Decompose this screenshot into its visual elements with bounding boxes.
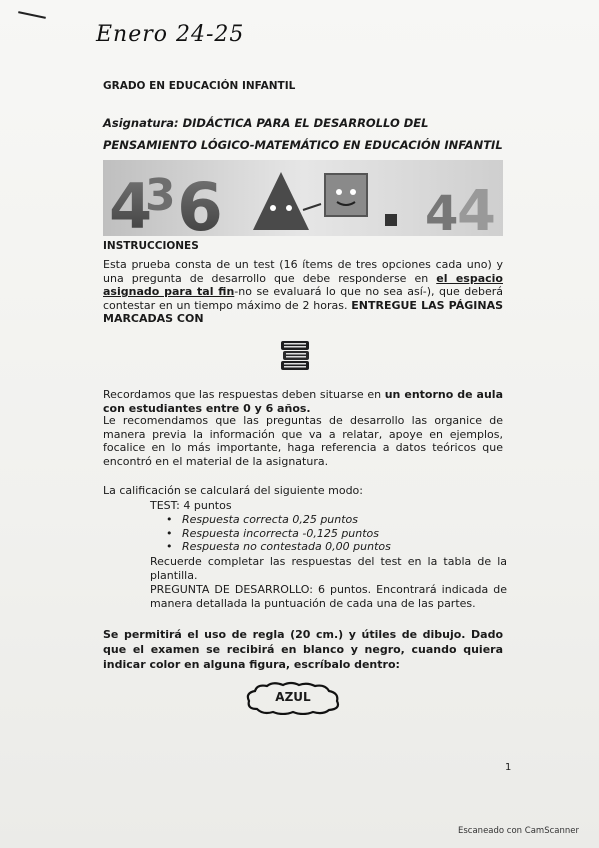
degree-heading: GRADO EN EDUCACIÓN INFANTIL (103, 80, 296, 92)
p1-text-c: -no se evaluará lo que no sea así-), que deberá contestar en un tiempo máximo de 2 horas. (103, 285, 503, 312)
books-icon (278, 337, 312, 373)
instructions-heading: INSTRUCCIONES (103, 240, 199, 252)
banner-digit-6: 6 (177, 169, 223, 236)
context-paragraph (103, 388, 503, 415)
template-reminder: Recuerde completar las respuestas del test en la tabla de la plantilla. (150, 555, 507, 582)
list-item: • Respuesta correcta 0,25 puntos (164, 513, 391, 527)
pen-mark (18, 11, 46, 19)
p1-bold: ENTREGUE LAS PÁGINAS MARCADAS CON (103, 298, 504, 325)
p1-underlined: el espacio asignado para tal fin (103, 271, 503, 298)
banner-cube (325, 174, 367, 216)
scanner-watermark: Escaneado con CamScanner (458, 826, 579, 836)
math-banner-image (103, 160, 503, 236)
p2-bold: un entorno de aula con estudiantes entre 0 y 6 años. (103, 388, 503, 415)
handwritten-title: Enero 24-25 (96, 22, 245, 47)
p2-text: Recordamos que las respuestas deben situarse en (103, 388, 385, 401)
subject-heading: Asignatura: DIDÁCTICA PARA EL DESARROLLO DEL PENSAMIENTO LÓGICO-MATEMÁTICO EN EDUCACIÓN INFANTIL (103, 116, 503, 152)
scoring-list (164, 513, 391, 554)
banner-digit-4: 4 (109, 170, 153, 236)
materials-paragraph: Se permitirá el uso de regla (20 cm.) y útiles de dibujo. Dado que el examen se recibirá en blanco y negro, cuando quiera indicar color en alguna figura, escríbalo dentro: (103, 628, 503, 671)
banner-digit-4c: 4 (457, 179, 496, 236)
test-points: TEST: 4 puntos (150, 499, 232, 512)
grading-intro: La calificación se calculará del siguiente modo: (103, 484, 363, 497)
color-example-label: AZUL (275, 690, 311, 704)
page-number: 1 (505, 762, 512, 773)
development-question-points: PREGUNTA DE DESARROLLO: 6 puntos. Encontrará indicada de manera detallada la puntuación de cada una de las partes. (150, 583, 507, 610)
banner-digit-3: 3 (145, 170, 176, 221)
p1-text-a: Esta prueba consta de un test (16 ítems de tres opciones cada uno) y una pregunta de desarrollo que debe responderse en (103, 258, 503, 285)
list-item: • Respuesta no contestada 0,00 puntos (164, 540, 391, 554)
recommendation-paragraph: Le recomendamos que las preguntas de desarrollo las organice de manera previa la información que va a relatar, apoye en ejemplos, focalice en lo más importante, haga referencia a datos teóricos que encontró en el material de la asignatura. (103, 414, 503, 468)
instructions-paragraph (103, 258, 503, 326)
banner-digit-4b: 4 (425, 186, 459, 236)
list-item: • Respuesta incorrecta -0,125 puntos (164, 527, 391, 541)
